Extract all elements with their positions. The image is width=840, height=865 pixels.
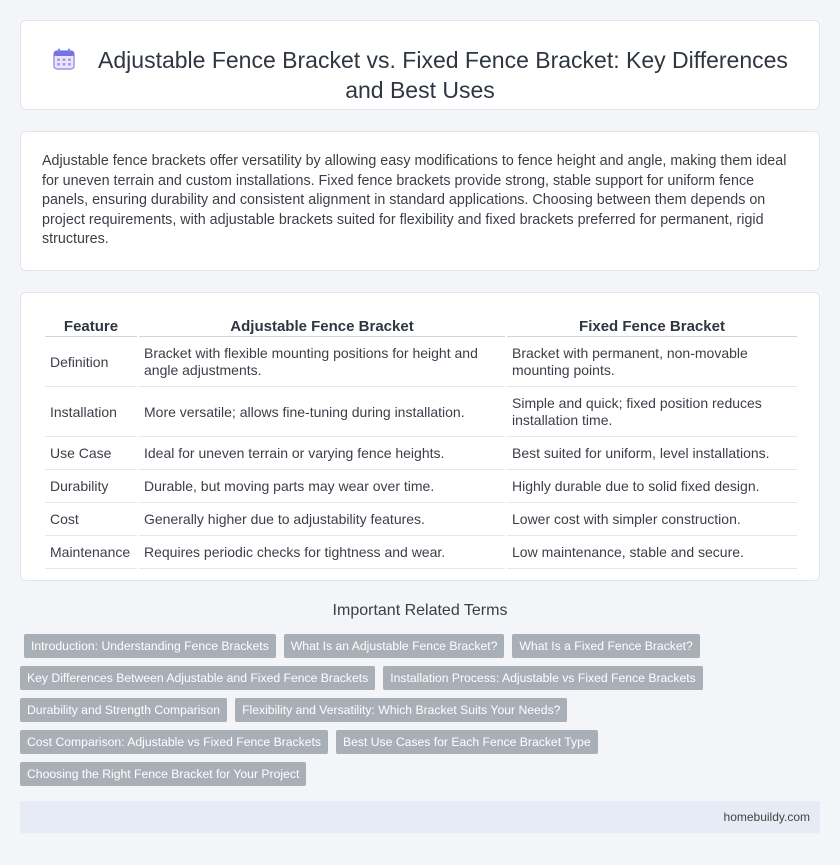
adjustable-cell: Ideal for uneven terrain or varying fence heights. [139,437,505,470]
column-header-feature: Feature [45,315,137,337]
header-card [20,20,820,110]
related-term-tag[interactable]: Durability and Strength Comparison [20,698,227,722]
comparison-table [43,315,799,569]
comparison-table-card [20,292,820,581]
fixed-cell: Bracket with permanent, non-movable mounting points. [507,337,797,387]
fixed-cell: Low maintenance, stable and secure. [507,536,797,569]
adjustable-cell: More versatile; allows fine-tuning during installation. [139,387,505,437]
feature-cell: Maintenance [45,536,137,569]
related-term-tag[interactable]: Cost Comparison: Adjustable vs Fixed Fence Brackets [20,730,328,754]
fixed-cell: Lower cost with simpler construction. [507,503,797,536]
table-row [45,337,797,387]
intro-card [20,131,820,271]
feature-cell: Use Case [45,437,137,470]
feature-cell: Cost [45,503,137,536]
page-title: Adjustable Fence Bracket vs. Fixed Fence Bracket: Key Differences and Best Uses [98,47,788,103]
related-term-tag[interactable]: Introduction: Understanding Fence Brackets [24,634,276,658]
feature-cell: Durability [45,470,137,503]
adjustable-cell: Generally higher due to adjustability features. [139,503,505,536]
column-header-fixed: Fixed Fence Bracket [507,315,797,337]
table-row [45,503,797,536]
adjustable-cell: Bracket with flexible mounting positions for height and angle adjustments. [139,337,505,387]
table-header-row [45,315,797,337]
related-term-tag[interactable]: Choosing the Right Fence Bracket for Your Project [20,762,306,786]
table-row [45,536,797,569]
table-row [45,470,797,503]
fixed-cell: Simple and quick; fixed position reduces installation time. [507,387,797,437]
footer-bar [20,801,820,833]
related-term-tag[interactable]: Flexibility and Versatility: Which Bracket Suits Your Needs? [235,698,567,722]
page-title-wrap [21,45,819,105]
adjustable-cell: Durable, but moving parts may wear over time. [139,470,505,503]
footer-site-link[interactable]: homebuildy.com [723,810,810,824]
fixed-cell: Highly durable due to solid fixed design. [507,470,797,503]
feature-cell: Installation [45,387,137,437]
related-term-tag[interactable]: Best Use Cases for Each Fence Bracket Type [336,730,598,754]
related-terms-title: Important Related Terms [332,602,508,619]
related-term-tag[interactable]: Key Differences Between Adjustable and Fixed Fence Brackets [20,666,375,690]
intro-paragraph: Adjustable fence brackets offer versatility by allowing easy modifications to fence height and angle, making them ideal for uneven terrain and custom installations. Fixed fence brackets provide strong, stable support for uniform fence panels, ensuring durability and consistent alignment in standard applications. Choosing between them depends on project requirements, with adjustable brackets suited for flexibility and fixed brackets preferred for permanent, rigid structures. [42,153,787,248]
related-term-tag[interactable]: What Is an Adjustable Fence Bracket? [284,634,505,658]
adjustable-cell: Requires periodic checks for tightness and wear. [139,536,505,569]
fixed-cell: Best suited for uniform, level installations. [507,437,797,470]
related-term-tag[interactable]: What Is a Fixed Fence Bracket? [512,634,699,658]
table-row [45,437,797,470]
table-row [45,387,797,437]
related-term-tag[interactable]: Installation Process: Adjustable vs Fixed Fence Brackets [383,666,703,690]
related-terms-list [20,634,740,786]
calendar-icon [52,47,76,71]
feature-cell: Definition [45,337,137,387]
column-header-adjustable: Adjustable Fence Bracket [139,315,505,337]
